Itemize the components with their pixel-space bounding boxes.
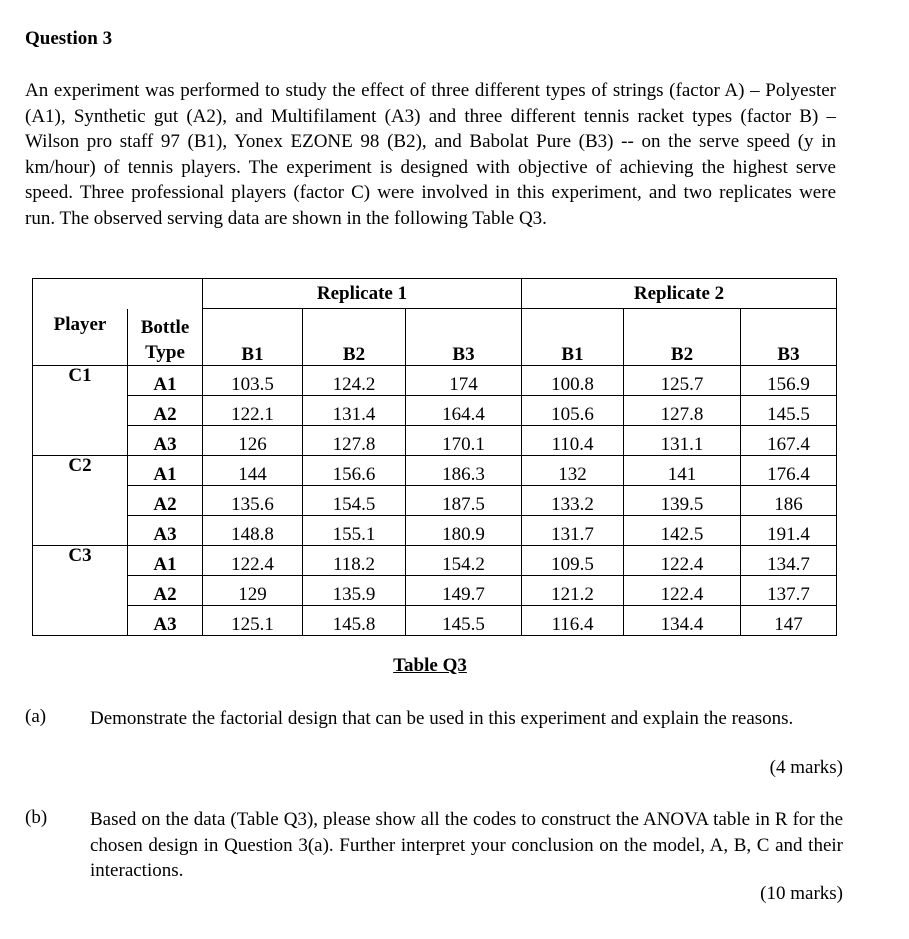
value-cell: 186.3 bbox=[406, 455, 522, 485]
bottle-type-cell: A2 bbox=[128, 575, 203, 605]
col-header-b2-rep2: B2 bbox=[624, 309, 741, 366]
question-intro: An experiment was performed to study the effect of three different types of strings (factor A) – Polyester (A1), Synthetic gut (A2), and Multifilament (A3) and three different tennis racket types (factor B) – Wilson pro staff 97 (B1), Yonex EZONE 98 (B2), and Babolat Pure (B3) -- on the serve speed (y in km/hour) of tennis players. The experiment is designed with objective of achieving the highest serve speed. Three professional players (factor C) were involved in this experiment, and two replicates were run. The observed serving data are shown in the following Table Q3. bbox=[25, 80, 836, 229]
value-cell: 100.8 bbox=[522, 365, 624, 395]
replicate-2-header: Replicate 2 bbox=[522, 279, 837, 309]
part-b-marks: (10 marks) bbox=[760, 883, 843, 904]
value-cell: 154.2 bbox=[406, 545, 522, 575]
value-cell: 131.7 bbox=[522, 515, 624, 545]
value-cell: 139.5 bbox=[624, 485, 741, 515]
value-cell: 154.5 bbox=[303, 485, 406, 515]
value-cell: 126 bbox=[203, 425, 303, 455]
value-cell: 134.7 bbox=[741, 545, 837, 575]
value-cell: 148.8 bbox=[203, 515, 303, 545]
value-cell: 125.7 bbox=[624, 365, 741, 395]
value-cell: 122.4 bbox=[203, 545, 303, 575]
value-cell: 125.1 bbox=[203, 605, 303, 635]
value-cell: 145.5 bbox=[406, 605, 522, 635]
bottle-type-cell: A3 bbox=[128, 425, 203, 455]
value-cell: 118.2 bbox=[303, 545, 406, 575]
table-row bbox=[33, 455, 837, 485]
bottle-type-cell: A1 bbox=[128, 455, 203, 485]
value-cell: 122.1 bbox=[203, 395, 303, 425]
value-cell: 156.9 bbox=[741, 365, 837, 395]
value-cell: 174 bbox=[406, 365, 522, 395]
bottle-type-cell: A1 bbox=[128, 545, 203, 575]
table-row bbox=[33, 485, 837, 515]
bottle-type-cell: A2 bbox=[128, 395, 203, 425]
value-cell: 122.4 bbox=[624, 575, 741, 605]
value-cell: 147 bbox=[741, 605, 837, 635]
value-cell: 110.4 bbox=[522, 425, 624, 455]
table-body bbox=[33, 365, 837, 635]
corner-cell bbox=[33, 279, 203, 309]
table-row bbox=[33, 575, 837, 605]
value-cell: 131.1 bbox=[624, 425, 741, 455]
value-cell: 122.4 bbox=[624, 545, 741, 575]
table-row bbox=[33, 395, 837, 425]
value-cell: 186 bbox=[741, 485, 837, 515]
table-caption: Table Q3 bbox=[393, 655, 467, 676]
value-cell: 127.8 bbox=[624, 395, 741, 425]
col-header-b1-rep2: B1 bbox=[522, 309, 624, 366]
value-cell: 135.9 bbox=[303, 575, 406, 605]
question-title: Question 3 bbox=[25, 28, 113, 49]
table-row bbox=[33, 605, 837, 635]
value-cell: 135.6 bbox=[203, 485, 303, 515]
table-row bbox=[33, 515, 837, 545]
bottle-type-cell: A3 bbox=[128, 515, 203, 545]
value-cell: 124.2 bbox=[303, 365, 406, 395]
player-cell: C3 bbox=[33, 545, 128, 635]
value-cell: 187.5 bbox=[406, 485, 522, 515]
part-b-label: (b) bbox=[25, 807, 48, 828]
value-cell: 131.4 bbox=[303, 395, 406, 425]
bottle-header-line2: Type bbox=[145, 341, 185, 363]
value-cell: 155.1 bbox=[303, 515, 406, 545]
col-header-b3-rep1: B3 bbox=[406, 309, 522, 366]
value-cell: 149.7 bbox=[406, 575, 522, 605]
player-cell: C2 bbox=[33, 455, 128, 545]
value-cell: 145.5 bbox=[741, 395, 837, 425]
value-cell: 134.4 bbox=[624, 605, 741, 635]
value-cell: 137.7 bbox=[741, 575, 837, 605]
value-cell: 129 bbox=[203, 575, 303, 605]
value-cell: 176.4 bbox=[741, 455, 837, 485]
bottle-header-line1: Bottle bbox=[140, 316, 190, 338]
value-cell: 170.1 bbox=[406, 425, 522, 455]
part-a-label: (a) bbox=[25, 706, 47, 727]
table-row bbox=[33, 425, 837, 455]
player-cell: C1 bbox=[33, 365, 128, 455]
bottle-type-cell: A2 bbox=[128, 485, 203, 515]
value-cell: 191.4 bbox=[741, 515, 837, 545]
bottle-type-cell: A3 bbox=[128, 605, 203, 635]
part-b-text: Based on the data (Table Q3), please show all the codes to construct the ANOVA table in R for the chosen design in Question 3(a). Further interpret your conclusion on the model, A, B, C and their interactions. bbox=[90, 809, 843, 881]
value-cell: 132 bbox=[522, 455, 624, 485]
table-row bbox=[33, 545, 837, 575]
value-cell: 167.4 bbox=[741, 425, 837, 455]
table-row bbox=[33, 365, 837, 395]
part-a-marks: (4 marks) bbox=[769, 757, 843, 778]
col-header-b1-rep1: B1 bbox=[203, 309, 303, 366]
value-cell: 133.2 bbox=[522, 485, 624, 515]
part-a-text: Demonstrate the factorial design that can be used in this experiment and explain the reasons. bbox=[90, 708, 794, 729]
value-cell: 142.5 bbox=[624, 515, 741, 545]
bottle-type-cell: A1 bbox=[128, 365, 203, 395]
value-cell: 180.9 bbox=[406, 515, 522, 545]
value-cell: 109.5 bbox=[522, 545, 624, 575]
player-header: Player bbox=[33, 309, 128, 366]
bottle-type-header bbox=[128, 309, 203, 366]
value-cell: 164.4 bbox=[406, 395, 522, 425]
value-cell: 105.6 bbox=[522, 395, 624, 425]
value-cell: 145.8 bbox=[303, 605, 406, 635]
replicate-1-header: Replicate 1 bbox=[203, 279, 522, 309]
col-header-b3-rep2: B3 bbox=[741, 309, 837, 366]
value-cell: 103.5 bbox=[203, 365, 303, 395]
value-cell: 116.4 bbox=[522, 605, 624, 635]
col-header-b2-rep1: B2 bbox=[303, 309, 406, 366]
value-cell: 127.8 bbox=[303, 425, 406, 455]
value-cell: 156.6 bbox=[303, 455, 406, 485]
value-cell: 144 bbox=[203, 455, 303, 485]
data-table bbox=[32, 278, 837, 636]
value-cell: 121.2 bbox=[522, 575, 624, 605]
value-cell: 141 bbox=[624, 455, 741, 485]
